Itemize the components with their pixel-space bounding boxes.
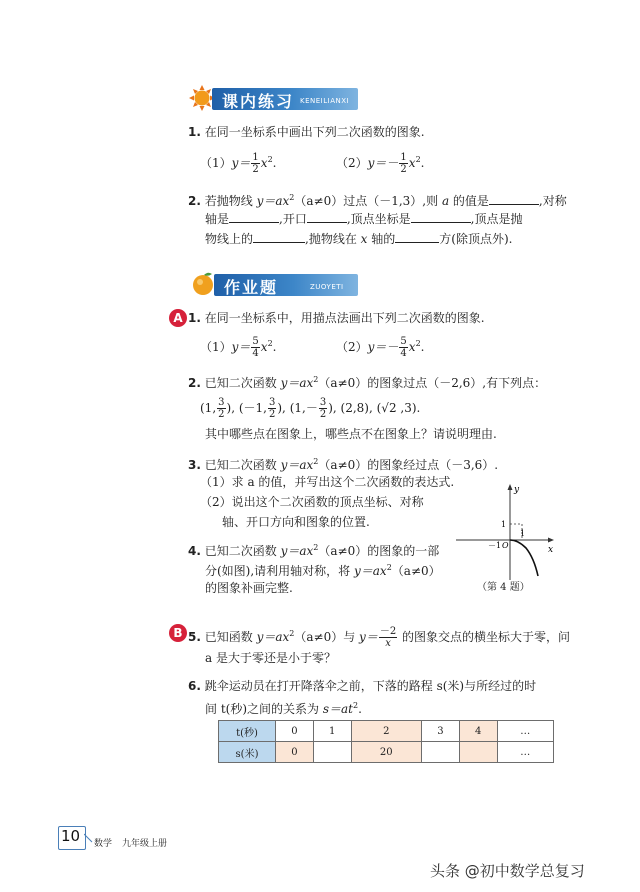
section-title: 作业题 <box>224 278 279 297</box>
exercise-1 <box>188 124 425 140</box>
homework-3-part-2: （2）说出这个二次函数的顶点坐标、对称 <box>200 495 424 509</box>
answer-blank <box>229 210 279 223</box>
homework-5-line-1: 5. 已知函数 $y=ax^2(a\ne 0)$与 y＝ $\frac{-2}{x}$ 的图象交点的横坐标大于零，问 <box>188 626 571 649</box>
fraction: $\frac{5}{4}$ <box>252 336 259 359</box>
axis-label-x: x <box>548 545 554 555</box>
homework-3-part-2-cont: 轴、开口方向和图象的位置. <box>222 515 370 529</box>
question-text: 在同一坐标系中画出下列二次函数的图象. <box>204 125 425 139</box>
corner-arrow-icon <box>84 832 94 844</box>
homework-2-line-1: 2. 已知二次函数 $y=ax^2(a\ne 0)$的图象过点（－2,6）,有下列点： <box>188 375 547 390</box>
level-a-badge: A <box>169 309 187 327</box>
answer-blank <box>489 192 539 205</box>
table-cell: t(秒) <box>219 721 276 742</box>
table-cell: 0 <box>276 742 314 763</box>
question-number: 1. <box>188 125 201 139</box>
section-subtitle: KENEILIANXI <box>300 97 350 105</box>
homework-3-line-1: 3. 已知二次函数 $y=ax^2(a\ne 0)$的图象经过点（－3,6）. <box>188 457 499 472</box>
origin-label: O <box>502 541 509 550</box>
exercise-1-part-2: （2）y＝－ $\frac{1}{2}$ $x^2$. <box>336 152 425 175</box>
homework-1: 1. 在同一坐标系中，用描点法画出下列二次函数的图象. <box>188 311 485 325</box>
table-cell: 3 <box>421 721 459 742</box>
section-title: 课内练习 <box>222 92 295 111</box>
table-cell: 1 <box>313 721 351 742</box>
homework-6-line-1: 6. 跳伞运动员在打开降落伞之前，下落的路程 s(米)与所经过的时 <box>188 679 537 693</box>
fraction: $\frac{5}{4}$ <box>400 336 407 359</box>
table-cell: 0 <box>276 721 314 742</box>
fraction: $\frac{1}{2}$ <box>400 152 407 175</box>
table-cell <box>421 742 459 763</box>
table-cell <box>459 742 497 763</box>
tick-label-x-1: 1 <box>520 529 526 538</box>
homework-6-line-2: 间 t(秒)之间的关系为 $s=at^2$. <box>205 701 362 716</box>
homework-1-part-1: （1）y＝ $\frac{5}{4}$ $x^2$. <box>200 336 277 359</box>
answer-blank <box>395 230 439 243</box>
section-subtitle: ZUOYETI <box>310 283 344 291</box>
axis-label-y: y <box>514 485 520 495</box>
exercise-1-part-1: （1）y＝ $\frac{1}{2}$ $x^2$. <box>200 152 277 175</box>
answer-blank <box>411 210 471 223</box>
homework-1-part-2: （2）y＝－ $\frac{5}{4}$ $x^2$. <box>336 336 425 359</box>
fraction: $\frac{1}{2}$ <box>252 152 259 175</box>
homework-4-line-1: 4. 已知二次函数 $y=ax^2(a\ne 0)$的图象的一部 <box>188 543 440 558</box>
data-table <box>218 720 554 763</box>
table-cell: … <box>497 721 553 742</box>
answer-blank <box>307 210 347 223</box>
watermark: 头条 @初中数学总复习 <box>430 862 585 880</box>
tick-label-y-1: 1 <box>501 520 507 529</box>
table-row <box>219 721 554 742</box>
answer-blank <box>253 230 305 243</box>
footer-grade: 九年级上册 <box>122 839 168 849</box>
level-b-badge: B <box>169 624 187 642</box>
table-cell: 20 <box>351 742 421 763</box>
table-cell: s(米) <box>219 742 276 763</box>
homework-2-points: (1, $\frac{3}{2}$ ), (－1, $\frac{3}{2}$ ), (1,－ $\frac{3}{2}$ ), (2,8), (√2 ,3). <box>200 397 421 420</box>
exercise-2-line-2: 轴是 ,开口 ,顶点坐标是 ,顶点是抛 <box>205 212 523 226</box>
homework-2-question: 其中哪些点在图象上，哪些点不在图象上？请说明理由. <box>205 427 497 441</box>
table-cell: 4 <box>459 721 497 742</box>
table-row <box>219 742 554 763</box>
parabola-graph <box>452 480 562 588</box>
homework-3-part-1: （1）求 a 的值，并写出这个二次函数的表达式. <box>200 475 455 489</box>
tick-label-neg-1: －1 <box>488 541 502 550</box>
table-cell: 2 <box>351 721 421 742</box>
footer-subject: 数学 <box>94 839 113 849</box>
table-cell: … <box>497 742 553 763</box>
page-number: 10 <box>61 827 81 845</box>
homework-5-line-2: a 是大于零还是小于零？ <box>205 651 336 665</box>
exercise-2-line-3: 物线上的 ,抛物线在 x 轴的 方(除顶点外). <box>205 232 513 246</box>
homework-4-line-2: 分(如图),请利用轴对称，将 $y=ax^2(a\ne 0)$ <box>205 563 441 578</box>
figure-caption: （第 4 题） <box>477 582 530 593</box>
homework-4-line-3: 的图象补画完整. <box>205 581 293 595</box>
table-cell <box>313 742 351 763</box>
exercise-2-line-1: 2. 若抛物线 $y=ax^2(a\ne 0)$过点（－1,3）,则 a 的值是 ,对称 <box>188 193 567 208</box>
